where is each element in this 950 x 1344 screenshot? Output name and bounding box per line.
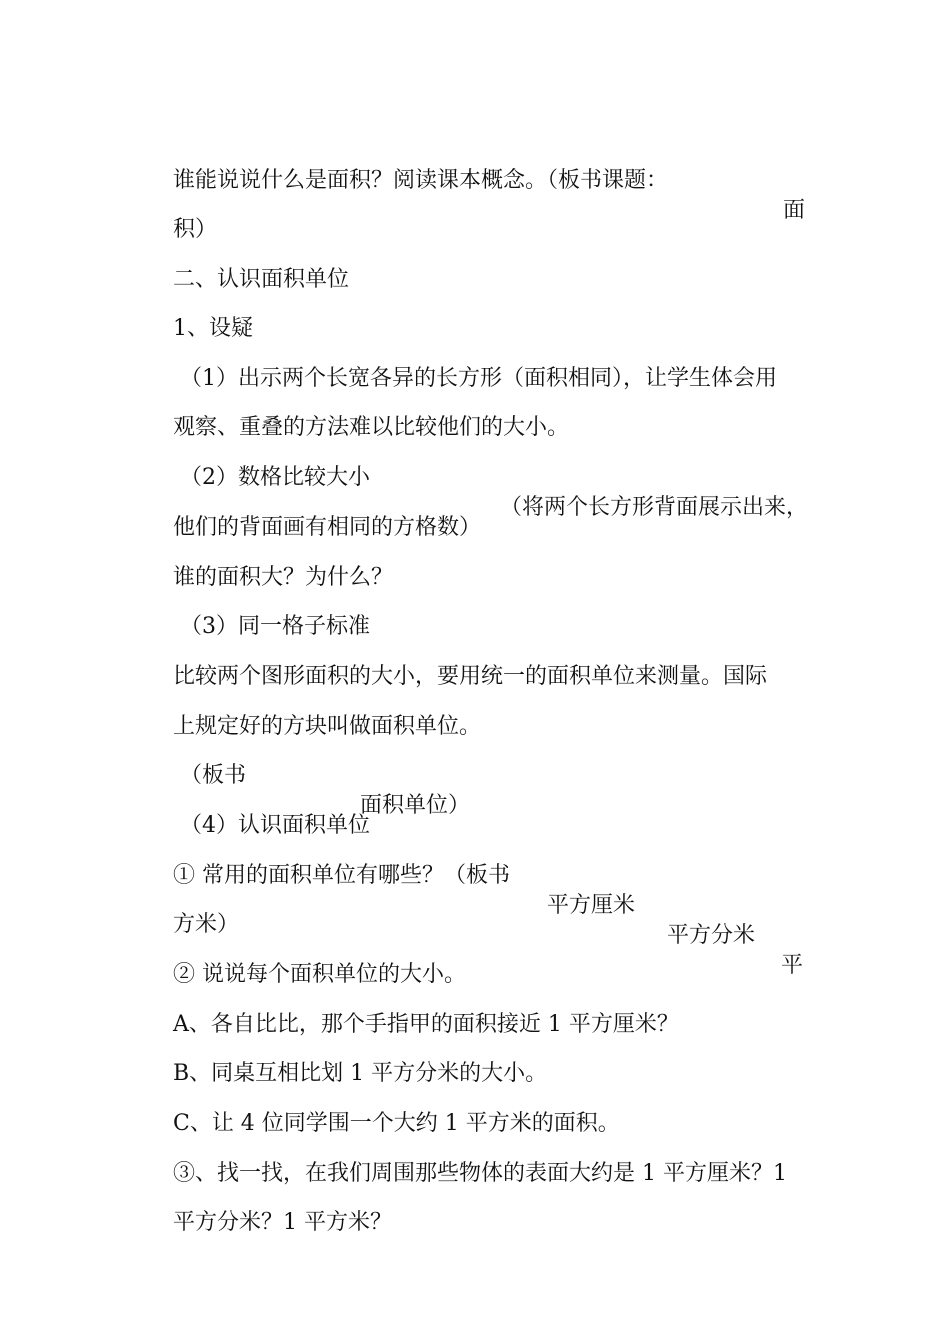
item-2-line-1-text: （2）数格比较大小	[179, 465, 370, 490]
item-1-line-1-text: （1）出示两个长宽各异的长方形（面积相同），让学生体会用	[179, 366, 777, 391]
item-2-line-1-note: （将两个长方形背面展示出来，	[500, 495, 809, 520]
text-line-2-main: 积）	[172, 217, 217, 242]
item-3-line-2-text: 比较两个图形面积的大小，要用统一的面积单位来测量。国际	[172, 664, 767, 689]
text-line-1-main: 谁能说说什么是面积？阅读课本概念。（板书课题：	[172, 168, 668, 193]
subheading-1-text: 1、设疑	[172, 316, 253, 341]
item-3-line-1-text: （3）同一格子标准	[179, 614, 370, 639]
item-3-line-3-text: 上规定好的方块叫做面积单位。	[172, 714, 481, 739]
question-line-text: 谁的面积大？为什么？	[172, 565, 393, 590]
text-line-1-tail: 面	[783, 198, 806, 223]
find-line-1-text: ③、找一找，在我们周围那些物体的表面大约是 1 平方厘米？1	[172, 1161, 787, 1186]
item-2-line-2-text: 他们的背面画有相同的方格数）	[172, 515, 481, 540]
activity-a-text: A、各自比比，那个手指甲的面积接近 1 平方厘米？	[172, 1012, 679, 1037]
units-size-text: ② 说说每个面积单位的大小。	[172, 962, 466, 987]
item-4-line-1-text: （4）认识面积单位	[179, 813, 370, 838]
activity-c-text: C、让 4 位同学围一个大约 1 平方米的面积。	[172, 1111, 620, 1136]
unit-square-cm: 平方厘米	[547, 893, 636, 918]
unit-square-dm: 平方分米	[667, 923, 756, 948]
board-note-text: 面积单位）	[360, 793, 471, 818]
unit-square-m-start: 平	[781, 953, 804, 978]
section-heading-text: 二、认识面积单位	[172, 267, 349, 292]
board-note-label: （板书	[179, 763, 246, 788]
find-line-2	[145, 1178, 392, 1268]
units-line-1-text: ① 常用的面积单位有哪些？（板书	[172, 863, 510, 888]
activity-b-text: B、同桌互相比划 1 平方分米的大小。	[172, 1061, 548, 1086]
item-1-line-2-text: 观察、重叠的方法难以比较他们的大小。	[172, 415, 569, 440]
units-line-2-text: 方米）	[172, 912, 239, 937]
find-line-2-text: 平方分米？1 平方米？	[172, 1210, 392, 1235]
